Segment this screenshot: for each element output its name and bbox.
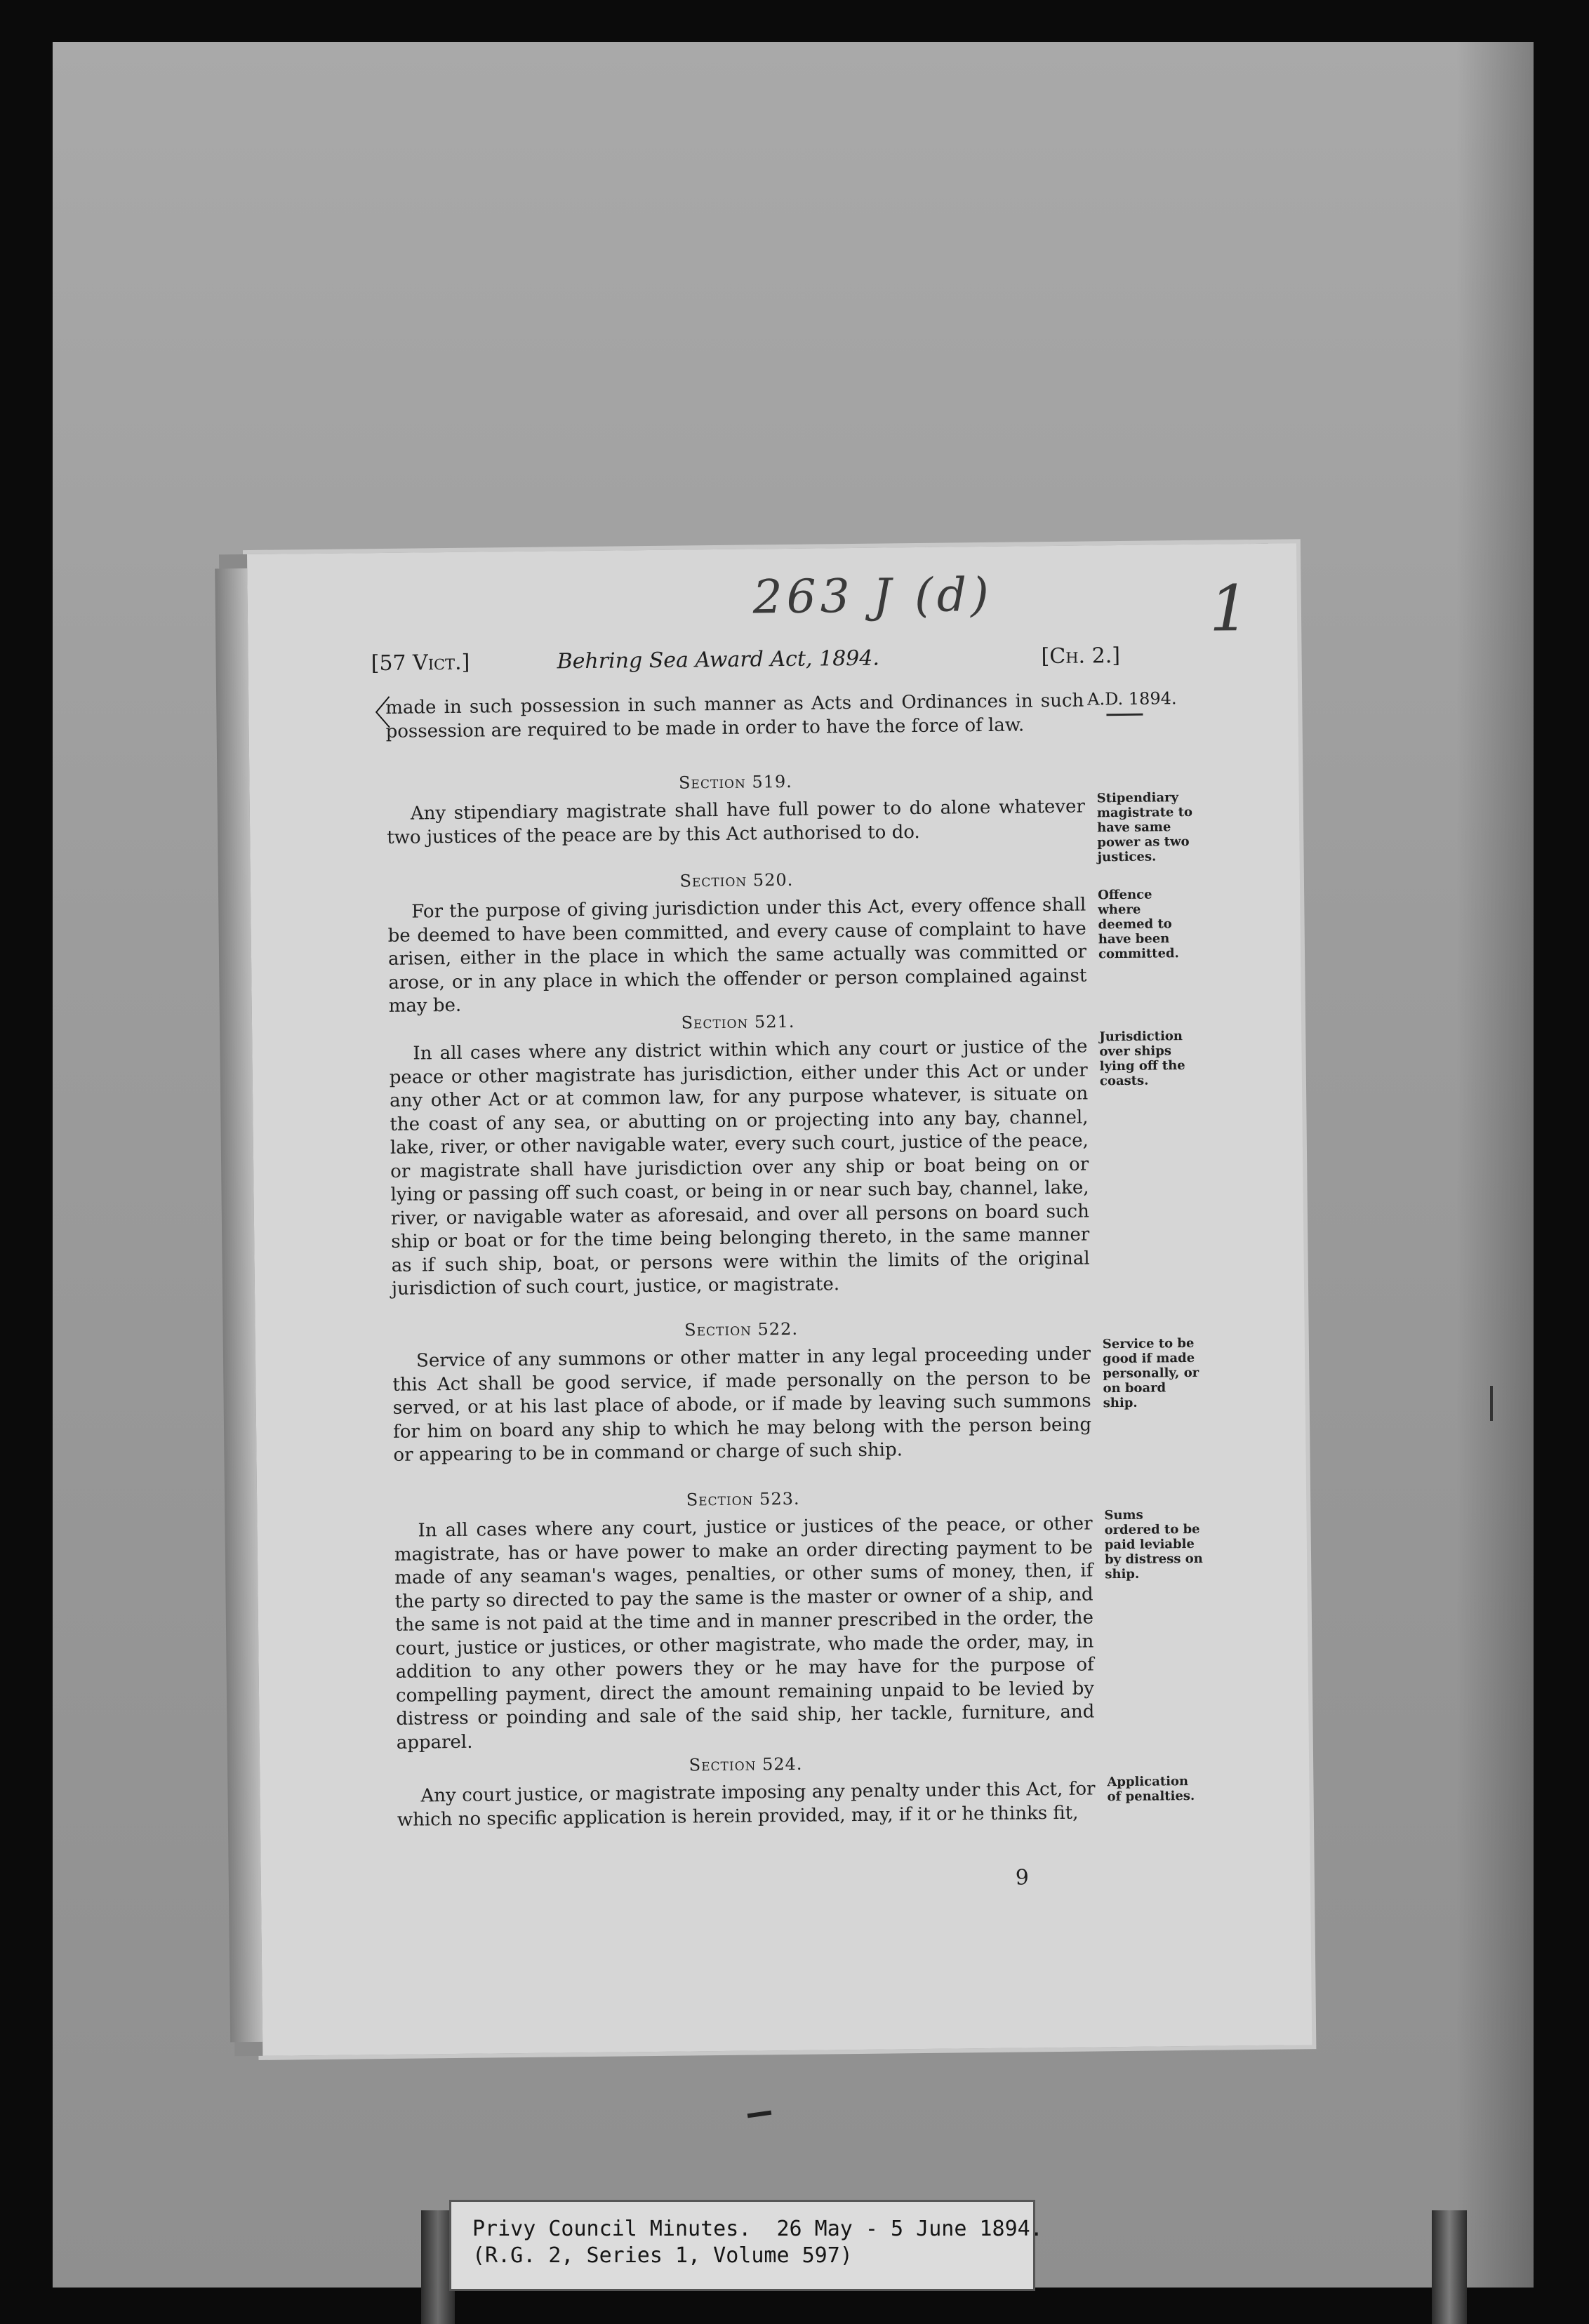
section-text: Any stipendiary magistrate shall have full power to do alone whatever two justices of the peace are by this Act authorised to do.: [387, 796, 1085, 848]
archive-label-title: Privy Council Minutes. 26 May - 5 June 1894.: [472, 2217, 1043, 2241]
section-text: Any court justice, or magistrate imposing any penalty under this Act, for which no specific application is herein provided, may, if it or he thinks fit,: [397, 1778, 1096, 1831]
section-heading: Section 519.: [678, 771, 792, 793]
arrow-mark-icon: 〈: [357, 693, 392, 734]
margin-note: Jurisdiction over ships lying off the coasts.: [1099, 1029, 1185, 1089]
handwritten-file-number: 263 J (d): [752, 567, 994, 625]
running-head-title: Behring Sea Award Act, 1894.: [557, 646, 880, 674]
margin-note: Application of penalties.: [1107, 1774, 1195, 1805]
section-heading: Section 522.: [684, 1318, 799, 1340]
film-clip-right: [1432, 2210, 1467, 2324]
archive-label: [449, 2200, 1043, 2291]
running-head: [371, 641, 1311, 679]
section-text: In all cases where any court, justice or justices of the peace, or other magistrate, has or have power to make an order directing payment to be made of any seaman's wages, penalties, or other sums of money, then, if the party so directed to pay the same is the master or owner of a ship, and the same is not paid at the time and in manner prescribed in the order, the court, justice or justices, or other magistrate, who made the order, may, in addition to any other powers they or he may have for the purpose of compelling payment, direct the amount remaining unpaid to be levied by distress or poinding and sale of the said ship, her tackle, furniture, and apparel.: [394, 1513, 1095, 1754]
section-heading: Section 520.: [679, 869, 794, 891]
section-heading: Section 523.: [686, 1488, 800, 1510]
edge-tick-mark: [1490, 1386, 1493, 1421]
margin-note: Service to be good if made personally, or on board ship.: [1102, 1335, 1199, 1411]
ad-year: A.D. 1894.: [1087, 688, 1177, 709]
running-head-chapter: [Ch. 2.]: [1041, 643, 1121, 669]
margin-note: Sums ordered to be paid leviable by distress on ship.: [1104, 1507, 1203, 1582]
section-heading: Section 521.: [681, 1011, 795, 1033]
section-text: Service of any summons or other matter in any legal proceeding under this Act shall be good service, if made personally on the person to be served, or at his last place of abode, or if made by leaving such summons for him on board any ship to which he may belong with the person being or appearing to be in command or charge of such ship.: [392, 1343, 1092, 1466]
document-page: [247, 543, 1312, 2056]
continuation-paragraph: made in such possession in such manner as Acts and Ordinances in such possession are required to be made in order to have the force of law.: [385, 690, 1084, 742]
margin-note: Offence where deemed to have been committed.: [1098, 887, 1179, 962]
backing-shadow: [1456, 42, 1534, 2288]
section-text: In all cases where any district within which any court or justice of the peace or other magistrate has jurisdiction, either under this Act or under any other Act or at common law, for any purpose whatever, is situate on the coast of any sea, or abutting on or projecting into any bay, channel, lake, river, or other navigable water, every such court, justice of the peace, or magistrate shall have jurisdiction over any ship or boat being on or lying or passing off such coast, or being in or near such bay, channel, lake, river, or navigable water as aforesaid, and over all persons on board such ship or boat or for the time being belonging thereto, in the same manner as if such ship, boat, or persons were within the limits of the original jurisdiction of such court, justice, or magistrate.: [389, 1036, 1090, 1300]
archive-label-reference: (R.G. 2, Series 1, Volume 597): [472, 2243, 853, 2268]
page-number: 9: [1015, 1865, 1030, 1890]
margin-note: Stipendiary magistrate to have same power as two justices.: [1096, 790, 1193, 865]
handwritten-page-mark: 1: [1209, 572, 1250, 646]
ad-year-rule: [1106, 714, 1143, 716]
running-head-left: [57 Vict.]: [371, 650, 470, 676]
section-heading: Section 524.: [689, 1754, 803, 1775]
section-text: For the purpose of giving jurisdiction under this Act, every offence shall be deemed to have been committed, and every cause of complaint to have arisen, either in the place in which the same actually was committed or arose, or in any place in which the offender or person complained against may be.: [387, 894, 1087, 1017]
